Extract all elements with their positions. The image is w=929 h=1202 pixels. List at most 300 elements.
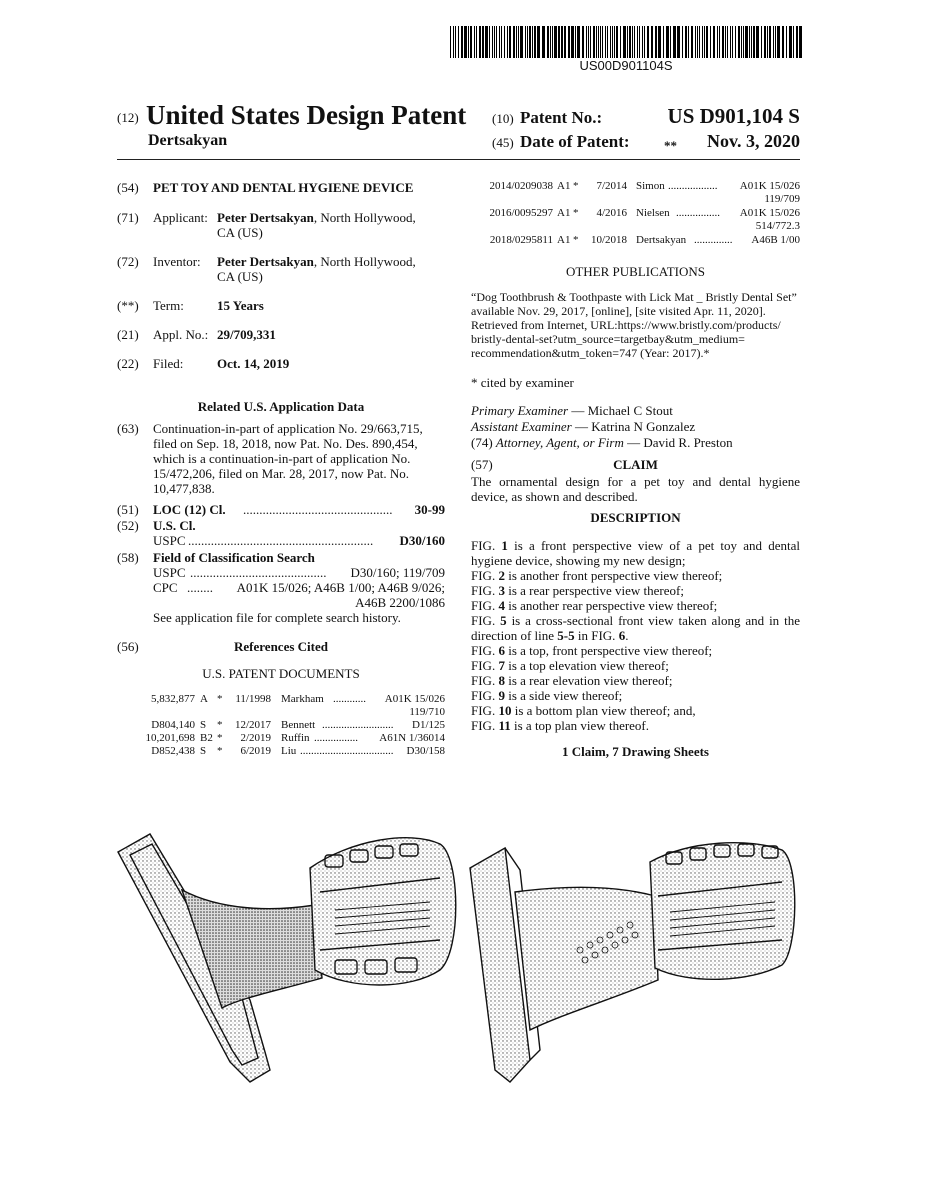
ref-number: D804,140 xyxy=(151,719,195,731)
barcode-bar xyxy=(775,26,776,58)
ref-name: Liu xyxy=(281,745,297,757)
ref-dots: ................ xyxy=(676,207,720,219)
ref-star: * xyxy=(217,693,223,705)
fig-text: is a side view thereof; xyxy=(504,688,623,703)
continuation-line: which is a continuation-in-part of application No. xyxy=(153,451,411,466)
fig-text: is another front perspective view thereof; xyxy=(504,568,723,583)
barcode-bar xyxy=(749,26,750,58)
barcode-bar xyxy=(713,26,715,58)
fs-cpc-dots: ........ xyxy=(187,580,213,595)
patent-no-label: Patent No.: xyxy=(520,108,603,127)
barcode-bar xyxy=(513,26,515,58)
assistant-examiner-label: Assistant Examiner xyxy=(471,419,572,434)
barcode-bar xyxy=(468,26,469,58)
primary-examiner-name: — Michael C Stout xyxy=(568,403,673,418)
filed-value: Oct. 14, 2019 xyxy=(217,356,290,371)
ref-kind: S xyxy=(200,719,207,731)
pub-line: bristly-dental-set?utm_source=targetbay&utm_medium= xyxy=(471,332,745,346)
assistant-examiner-name: — Katrina N Gonzalez xyxy=(571,419,696,434)
code-74: (74) xyxy=(471,435,493,450)
appl-no-label: Appl. No.: xyxy=(153,327,209,342)
ref-dots: .............. xyxy=(694,234,733,246)
related-heading: Related U.S. Application Data xyxy=(197,399,365,414)
code-54: (54) xyxy=(117,180,139,195)
loc-label: LOC (12) Cl. xyxy=(153,502,226,517)
see-application: See application file for complete search history. xyxy=(153,610,401,625)
barcode-bar xyxy=(494,26,495,58)
uspc-value: D30/160 xyxy=(399,533,445,548)
barcode-bar xyxy=(577,26,580,58)
ref-date: 4/2016 xyxy=(596,207,627,219)
ref-kind: A1 xyxy=(557,207,571,219)
attorney-name: — David R. Preston xyxy=(623,435,733,450)
claim-line: device, as shown and described. xyxy=(471,489,638,504)
figure-right-view xyxy=(470,843,795,1082)
code-57: (57) xyxy=(471,457,493,472)
attorney-label: Attorney, Agent, or Firm xyxy=(495,435,624,450)
ref-star: * xyxy=(573,207,579,219)
fs-cpc-value: A01K 15/026; A46B 1/00; A46B 9/026; xyxy=(236,580,445,595)
fig-pre: FIG. xyxy=(471,583,499,598)
ref-dots: ................ xyxy=(314,732,358,744)
barcode-bar xyxy=(532,26,533,58)
barcode-bar xyxy=(552,26,553,58)
fig-text: is a cross-sectional front view taken along and in the xyxy=(506,613,801,628)
fs-uspc-dots: .......................................... xyxy=(190,565,327,580)
barcode-bar xyxy=(527,26,528,58)
barcode-bar xyxy=(542,26,545,58)
ref-date: 11/1998 xyxy=(235,693,271,705)
loc-value: 30-99 xyxy=(414,502,445,517)
barcode-bar xyxy=(464,26,467,58)
fig-pre: FIG. xyxy=(471,658,499,673)
fig-line xyxy=(471,538,800,553)
barcode-bar xyxy=(717,26,718,58)
barcode-bar xyxy=(704,26,705,58)
design-drawing xyxy=(110,800,810,1100)
barcode-bar xyxy=(786,26,787,58)
barcode-bar xyxy=(655,26,657,58)
ref-kind: A xyxy=(200,693,208,705)
fig-pre: FIG. xyxy=(471,673,499,688)
title-of-design: PET TOY AND DENTAL HYGIENE DEVICE xyxy=(153,180,414,195)
barcode-bar xyxy=(525,26,526,58)
continuation-line: 15/472,206, filed on Mar. 28, 2017, now Pat. No. xyxy=(153,466,410,481)
barcode-bar xyxy=(496,26,497,58)
ref-class: A46B 1/00 xyxy=(751,234,800,246)
barcode-bar xyxy=(789,26,792,58)
barcode-number: US00D901104S xyxy=(579,58,673,73)
term-value: 15 Years xyxy=(217,298,264,313)
ref-class: A01K 15/026 xyxy=(384,693,445,705)
ref-number: 2014/0209038 xyxy=(489,180,553,192)
barcode-bar xyxy=(688,26,689,58)
ref-class: A61N 1/36014 xyxy=(379,732,445,744)
ref-dots: ............ xyxy=(333,693,366,705)
barcode-bar xyxy=(637,26,638,58)
barcode-bar xyxy=(627,26,628,58)
ref-name: Nielsen xyxy=(636,207,670,219)
barcode-bar xyxy=(634,26,635,58)
barcode-bar xyxy=(773,26,774,58)
barcode-bar xyxy=(695,26,696,58)
fig-num: 4 xyxy=(498,598,505,613)
ref-date: 6/2019 xyxy=(240,745,271,757)
ref-name: Dertsakyan xyxy=(636,234,687,246)
fig-text: is another rear perspective view thereof; xyxy=(504,598,718,613)
fs-uspc-label: USPC xyxy=(153,565,186,580)
ref-star: * xyxy=(217,732,223,744)
barcode-bar xyxy=(799,26,802,58)
figure-left-view xyxy=(118,834,456,1082)
fig-text: is a bottom plan view thereof; and, xyxy=(511,703,696,718)
assistant-examiner xyxy=(471,419,695,434)
barcode-bar xyxy=(658,26,661,58)
date-label: Date of Patent: xyxy=(520,132,630,151)
ref-number: 2018/0295811 xyxy=(489,234,553,246)
barcode-bar xyxy=(682,26,683,58)
barcode-bar xyxy=(529,26,531,58)
code-63: (63) xyxy=(117,421,139,436)
other-publications-heading: OTHER PUBLICATIONS xyxy=(565,264,706,279)
barcode-bar xyxy=(670,26,671,58)
barcode-bar xyxy=(710,26,711,58)
barcode-bar xyxy=(550,26,551,58)
other-publication xyxy=(471,290,800,360)
fig-num: 5-5 xyxy=(557,628,575,643)
barcode-bar xyxy=(450,26,451,58)
applicant-label: Applicant: xyxy=(153,210,208,225)
fig-text: is a top elevation view thereof; xyxy=(504,658,669,673)
date-mark: ** xyxy=(664,138,677,153)
barcode-bar xyxy=(699,26,700,58)
ref-class-2: 119/710 xyxy=(409,706,445,718)
barcode-bar xyxy=(732,26,733,58)
fig-num: 5 xyxy=(500,613,507,628)
barcode-bar xyxy=(492,26,493,58)
ref-kind: S xyxy=(200,745,207,757)
barcode-bar xyxy=(777,26,780,58)
fig-line xyxy=(471,658,800,673)
claims-summary: 1 Claim, 7 Drawing Sheets xyxy=(562,744,709,759)
fig-text: is a rear elevation view thereof; xyxy=(504,673,673,688)
ref-class-2: 119/709 xyxy=(764,193,800,205)
code-72: (72) xyxy=(117,254,139,269)
fig-line xyxy=(471,583,800,598)
barcode-bar xyxy=(600,26,601,58)
barcode-bar xyxy=(702,26,703,58)
barcode-bar xyxy=(651,26,653,58)
barcode-bar xyxy=(761,26,762,58)
applicant-name: Peter Dertsakyan xyxy=(217,210,314,225)
ref-name: Markham xyxy=(281,693,324,705)
code-51: (51) xyxy=(117,502,139,517)
inventor-name: Peter Dertsakyan xyxy=(217,254,314,269)
primary-examiner xyxy=(471,403,673,418)
barcode-bar xyxy=(605,26,606,58)
code-12: (12) xyxy=(117,110,139,125)
barcode-bar xyxy=(663,26,664,58)
code-21: (21) xyxy=(117,327,139,342)
fig-num: 6 xyxy=(618,628,626,643)
ref-number: D852,438 xyxy=(151,745,195,757)
barcode-bar xyxy=(756,26,759,58)
barcode-bar xyxy=(479,26,481,58)
barcode-bar xyxy=(764,26,766,58)
fig-num: 10 xyxy=(498,703,512,718)
barcode-bar xyxy=(666,26,669,58)
barcode-bar xyxy=(520,26,523,58)
fig-pre: FIG. xyxy=(471,688,499,703)
fig-pre: direction of line xyxy=(471,628,558,643)
ref-class: A01K 15/026 xyxy=(739,207,800,219)
fs-cpc-label: CPC xyxy=(153,580,178,595)
barcode-bar xyxy=(741,26,742,58)
barcode-bar xyxy=(738,26,740,58)
ref-name: Simon xyxy=(636,180,665,192)
barcode-bar xyxy=(504,26,505,58)
barcode-bar xyxy=(593,26,595,58)
fig-line xyxy=(471,628,800,643)
barcode-bar xyxy=(620,26,621,58)
barcode-bar xyxy=(719,26,720,58)
fig-num: 7 xyxy=(498,658,505,673)
barcode-bar xyxy=(575,26,576,58)
fig-pre: FIG. xyxy=(471,598,499,613)
barcode-bar xyxy=(537,26,540,58)
ref-name: Bennett xyxy=(281,719,316,731)
claim-heading: CLAIM xyxy=(613,457,658,472)
barcode-bar xyxy=(571,26,574,58)
fig-num: 1 xyxy=(501,538,508,553)
pub-line: Retrieved from Internet, URL:https://www.bristly.com/products/ xyxy=(471,318,781,332)
barcode-bar xyxy=(596,26,597,58)
term-label: Term: xyxy=(153,298,184,313)
barcode-bar xyxy=(499,26,500,58)
barcode-bar xyxy=(616,26,618,58)
ref-kind: A1 xyxy=(557,234,571,246)
barcode-bar xyxy=(614,26,615,58)
ref-dots: .................. xyxy=(668,180,718,192)
barcode-bar xyxy=(722,26,724,58)
continuation-line: filed on Sep. 18, 2018, now Pat. No. Des. 890,454, xyxy=(153,436,418,451)
pub-line: available Nov. 29, 2017, [online], [site visited Apr. 11, 2020]. xyxy=(471,304,766,318)
barcode-bar xyxy=(482,26,484,58)
barcode-bar xyxy=(607,26,608,58)
barcode-bar xyxy=(568,26,570,58)
fig-text: is a front perspective view of a pet toy and dental xyxy=(507,538,800,553)
applicant-state: CA (US) xyxy=(217,225,263,240)
fig-num: 6 xyxy=(498,643,505,658)
fig-line xyxy=(471,613,800,628)
barcode-bar xyxy=(751,26,752,58)
barcode-bar xyxy=(706,26,708,58)
barcode-bar xyxy=(554,26,557,58)
pub-line: “Dog Toothbrush & Toothpaste with Lick Mat _ Bristly Dental Set” xyxy=(471,290,797,304)
ref-star: * xyxy=(573,234,579,246)
barcode-bar xyxy=(561,26,563,58)
barcode-bar xyxy=(507,26,508,58)
ref-dots: .......................... xyxy=(322,719,394,731)
barcode-bar xyxy=(453,26,454,58)
barcode-bar xyxy=(767,26,768,58)
barcode-bar xyxy=(602,26,603,58)
fig-line xyxy=(471,688,800,703)
barcode-bar xyxy=(697,26,698,58)
reference-row-cont xyxy=(0,193,929,207)
barcode-bar xyxy=(476,26,477,58)
barcode-bar xyxy=(753,26,755,58)
code-10: (10) xyxy=(492,111,514,126)
barcode-bar xyxy=(588,26,589,58)
ref-star: * xyxy=(573,180,579,192)
patent-type-title: United States Design Patent xyxy=(146,100,467,130)
ref-star: * xyxy=(217,745,223,757)
barcode-bar xyxy=(501,26,502,58)
fig-pre: FIG. xyxy=(471,538,502,553)
barcode-bar xyxy=(743,26,744,58)
barcode-bar xyxy=(644,26,645,58)
barcode-bar xyxy=(629,26,631,58)
code-58: (58) xyxy=(117,550,139,565)
inventor-location: , North Hollywood, xyxy=(313,254,416,269)
inventor-surname: Dertsakyan xyxy=(148,132,228,149)
us-patent-documents: U.S. PATENT DOCUMENTS xyxy=(202,666,360,681)
fig-text: in FIG. xyxy=(574,628,619,643)
barcode-bar xyxy=(642,26,643,58)
barcode-bar xyxy=(623,26,626,58)
barcode-bar xyxy=(612,26,613,58)
uspc-label: USPC xyxy=(153,533,186,548)
ref-kind: A1 xyxy=(557,180,571,192)
fig-num: 8 xyxy=(498,673,505,688)
barcode-bar xyxy=(455,26,456,58)
barcode-bar xyxy=(769,26,771,58)
ref-star: * xyxy=(217,719,223,731)
uspc-dots: ......................................................... xyxy=(188,533,374,548)
pub-line: recommendation&utm_token=747 (Year: 2017).* xyxy=(471,346,710,360)
right-view-body xyxy=(515,887,658,1030)
barcode-bar xyxy=(534,26,536,58)
ref-name: Ruffin xyxy=(281,732,310,744)
fig-line xyxy=(471,718,800,733)
claim-text xyxy=(471,474,800,504)
filed-label: Filed: xyxy=(153,356,184,371)
barcode-bar xyxy=(691,26,693,58)
code-56: (56) xyxy=(117,639,139,654)
barcode-bar xyxy=(673,26,676,58)
right-view-head xyxy=(650,843,795,980)
fig-num: 9 xyxy=(498,688,505,703)
ref-class: A01K 15/026 xyxy=(739,180,800,192)
fig-line xyxy=(471,598,800,613)
barcode-bar xyxy=(677,26,680,58)
ref-date: 2/2019 xyxy=(240,732,271,744)
fig-text: is a top, front perspective view thereof; xyxy=(504,643,713,658)
continuation-text xyxy=(153,421,445,496)
inventor xyxy=(217,254,416,269)
patent-date: Nov. 3, 2020 xyxy=(706,131,800,151)
barcode-bar xyxy=(590,26,591,58)
ref-number: 10,201,698 xyxy=(145,732,195,744)
code-71: (71) xyxy=(117,210,139,225)
applicant-location: , North Hollywood, xyxy=(313,210,416,225)
left-view-head xyxy=(310,838,456,985)
cited-by-examiner: * cited by examiner xyxy=(471,375,574,390)
barcode-bar xyxy=(518,26,519,58)
ref-date: 7/2014 xyxy=(596,180,627,192)
barcode-bar xyxy=(793,26,794,58)
patent-number: US D901,104 S xyxy=(667,104,800,128)
barcode-bar xyxy=(564,26,566,58)
continuation-line: 10,477,838. xyxy=(153,481,215,496)
barcode-bar xyxy=(796,26,798,58)
barcode-bar xyxy=(730,26,731,58)
inventor-label: Inventor: xyxy=(153,254,201,269)
barcode-bar xyxy=(547,26,549,58)
barcode-bar xyxy=(458,26,459,58)
appl-no-value: 29/709,331 xyxy=(217,327,276,342)
fig-line xyxy=(471,703,800,718)
inventor-state: CA (US) xyxy=(217,269,263,284)
claim-line: The ornamental design for a pet toy and dental hygiene xyxy=(471,474,800,489)
fig-num: 3 xyxy=(498,583,505,598)
barcode-bar xyxy=(489,26,490,58)
barcode-bar xyxy=(647,26,649,58)
fig-pre: FIG. xyxy=(471,568,499,583)
barcode-bar xyxy=(485,26,488,58)
figure-descriptions xyxy=(471,538,800,733)
description-heading: DESCRIPTION xyxy=(590,510,681,525)
fig-pre: FIG. xyxy=(471,718,499,733)
fig-num: 2 xyxy=(498,568,505,583)
barcode-bar xyxy=(632,26,633,58)
barcode-bar xyxy=(516,26,517,58)
reference-row xyxy=(0,234,929,248)
reference-row-cont xyxy=(0,220,929,234)
ref-dots: .................................. xyxy=(300,745,394,757)
reference-row xyxy=(0,207,929,221)
ref-date: 10/2018 xyxy=(590,234,627,246)
barcode-bar xyxy=(474,26,475,58)
code-45: (45) xyxy=(492,135,514,150)
barcode-bar xyxy=(639,26,640,58)
barcode-bar xyxy=(470,26,472,58)
reference-row xyxy=(0,180,929,194)
us-cl-label: U.S. Cl. xyxy=(153,518,196,533)
fig-text: is a top plan view thereof. xyxy=(510,718,650,733)
barcode-bar xyxy=(582,26,584,58)
primary-examiner-label: Primary Examiner xyxy=(471,403,569,418)
attorney xyxy=(471,435,733,450)
barcode-bar xyxy=(610,26,611,58)
ref-date: 12/2017 xyxy=(234,719,271,731)
barcode-bar xyxy=(461,26,463,58)
barcode-bar xyxy=(745,26,748,58)
barcode-bar xyxy=(727,26,728,58)
barcode-bar xyxy=(558,26,560,58)
code-52: (52) xyxy=(117,518,139,533)
barcode-bar xyxy=(598,26,599,58)
fig-pre: FIG. xyxy=(471,613,501,628)
continuation-line: Continuation-in-part of application No. 29/663,715, xyxy=(153,421,423,436)
fig-line xyxy=(471,673,800,688)
code-22: (22) xyxy=(117,356,139,371)
fig-text: hygiene device, showing my new design; xyxy=(471,553,686,568)
fig-pre: FIG. xyxy=(471,703,499,718)
header-divider xyxy=(117,159,800,160)
fs-uspc-value: D30/160; 119/709 xyxy=(350,565,445,580)
